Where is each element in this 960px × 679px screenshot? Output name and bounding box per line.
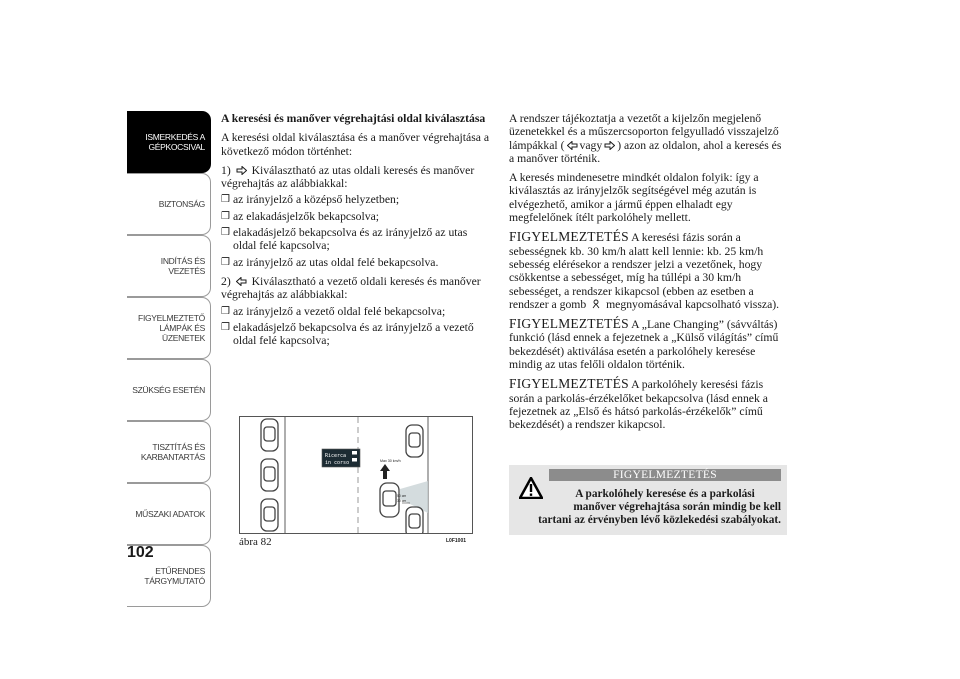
list-item-text: az irányjelző a vezető oldal felé bekapcsolva; (233, 304, 446, 318)
list-item (221, 226, 493, 253)
tab-label: SZÜKSÉG ESETÉN (132, 385, 205, 395)
checkbox-bullet: ❒ (221, 321, 230, 333)
warning-box (509, 465, 787, 535)
right-arrow-icon (604, 141, 615, 150)
info-text-b: vagy (579, 138, 603, 152)
right-column (509, 112, 786, 438)
svg-text:30 cm: 30 cm (397, 499, 407, 503)
option-1 (221, 164, 493, 191)
list-item-text: az elakadásjelzők bekapcsolva; (233, 209, 380, 223)
parking-button-icon (591, 299, 601, 309)
speed-label: Max 30 km/h (380, 459, 401, 463)
tab-biztonsag[interactable] (127, 173, 211, 235)
list-item-text: az irányjelző a középső helyzetben; (233, 193, 400, 207)
section-heading: A keresési és manőver végrehajtási oldal kiválasztása (221, 112, 486, 125)
warning-keyword: FIGYELMEZTETÉS (509, 229, 629, 245)
tab-label: INDÍTÁS ÉS VEZETÉS (160, 256, 205, 276)
intro-paragraph: A keresési oldal kiválasztása és a manőver végrehajtása a következő módon történhet: (221, 131, 490, 158)
warning-text: A „Lane Changing” (sávváltás) funkció (lásd ennek a fejezetnek a „Külső világítás” című bekezdését) aktiválása esetén a parkolóhely keresése mindig az utas felőli oldalon történik. (509, 318, 779, 372)
list-item (221, 210, 493, 223)
warning-line-1: A parkolóhely keresése és a parkolási (575, 488, 755, 500)
option-2-text: Kiválasztható a vezető oldali keresés és manőver végrehajtás az alábbiakkal: (221, 274, 481, 302)
figure-caption: ábra 82 (239, 536, 272, 548)
warning-box-text (509, 488, 787, 527)
right-arrow-icon (236, 166, 247, 175)
tab-label: TISZTÍTÁS ÉS KARBANTARTÁS (140, 442, 205, 462)
checkbox-bullet: ❒ (221, 305, 230, 317)
warning-keyword: FIGYELMEZTETÉS (509, 316, 629, 332)
option-1-prefix: 1) (221, 163, 231, 177)
display-text-2: in corso (325, 460, 350, 466)
figure-code: L0F1001 (446, 538, 467, 544)
tab-label: FIGYELMEZTETŐ LÁMPÁK ÉS ÜZENETEK (138, 313, 205, 343)
page-number: 102 (127, 544, 154, 561)
tab-label: ISMERKEDÉS A GÉPKOCSIVAL (145, 132, 205, 152)
option-1-text: Kiválasztható az utas oldali keresés és manőver végrehajtás az alábbiakkal: (221, 163, 475, 191)
option-2 (221, 275, 493, 302)
left-arrow-icon (236, 277, 247, 286)
tab-label: ETŰRENDES TÁRGYMUTATÓ (144, 566, 205, 586)
checkbox-bullet: ❒ (221, 256, 230, 268)
warning-line-3: tartani az érvényben lévő közlekedési szabályokat. (538, 514, 781, 526)
warning-paragraph-2 (509, 317, 786, 371)
list-item-text: az irányjelző az utas oldal felé bekapcsolva. (233, 255, 439, 269)
info-text-a: A rendszer tájékoztatja a vezetőt a kijelzőn megjelenő üzenetekkel és a műszercsoporton felgyulladó visszajelző lámpákkal ( (509, 112, 779, 152)
tab-label: BIZTONSÁG (158, 199, 205, 209)
display-text-1: Ricerca (325, 453, 347, 459)
list-item-text: elakadásjelző bekapcsolva és az irányjelző az utas oldal felé kapcsolva; (233, 226, 468, 253)
info-text-c: ) azon az oldalon, ahol a keresés és a manőver történik. (509, 138, 782, 165)
svg-text:50 cm: 50 cm (397, 494, 407, 498)
warning-box-title: FIGYELMEZTETÉS (549, 469, 781, 481)
warning-paragraph-1 (509, 230, 786, 311)
tab-inditas[interactable] (127, 235, 211, 297)
warning-line-2: manőver végrehajtása során mindig be kell (573, 501, 781, 513)
parking-illustration (240, 417, 472, 533)
warning-keyword: FIGYELMEZTETÉS (509, 376, 629, 392)
tab-tisztitas[interactable] (127, 421, 211, 483)
tab-label: MŰSZAKI ADATOK (135, 509, 205, 519)
list-item-text: elakadásjelző bekapcsolva és az irányjelző a vezető oldal felé kapcsolva; (233, 320, 474, 348)
list-item (221, 321, 493, 348)
warning-text: megnyomásával kapcsolható vissza). (606, 297, 780, 311)
warning-text: A keresési fázis során a sebességnek kb. 30 km/h alatt kell lennie: kb. 25 km/h sebesség elérésekor a rendszer jelzi a vezetőnek, hogy csökkentse a sebességet, míg ha túllépi a 30 km/h sebességet, a rendszer kikapcsol (ebben az esetben a rendszer a gomb (509, 231, 764, 311)
info-paragraph (509, 112, 786, 165)
parking-figure (239, 416, 473, 534)
checkbox-bullet: ❒ (221, 194, 230, 206)
checkbox-bullet: ❒ (221, 210, 230, 222)
checkbox-bullet: ❒ (221, 227, 230, 239)
warning-text: A parkolóhely keresési fázis során a parkolás-érzékelőket bekapcsolva (lásd ennek a fejezetnek az „Első és hátsó parkolás-érzékelők” című bekezdését) a rendszer kikapcsol. (509, 378, 768, 432)
tab-figyelmezteto[interactable] (127, 297, 211, 359)
warning-paragraph-3 (509, 377, 786, 431)
option-2-prefix: 2) (221, 274, 231, 288)
tab-szukseg[interactable] (127, 359, 211, 421)
tab-ismerkedes[interactable] (127, 111, 211, 173)
list-item (221, 193, 493, 206)
list-item (221, 256, 493, 269)
left-arrow-icon (567, 141, 578, 150)
tab-muszaki[interactable] (127, 483, 211, 545)
left-column (221, 112, 493, 350)
search-paragraph: A keresés mindenesetre mindkét oldalon folyik: így a kiválasztás az irányjelzők segítségével még azután is elvégezhető, amikor a jármű éppen elhaladt egy megfelelőnek ítélt parkolóhely mellett. (509, 171, 759, 225)
list-item (221, 305, 493, 318)
